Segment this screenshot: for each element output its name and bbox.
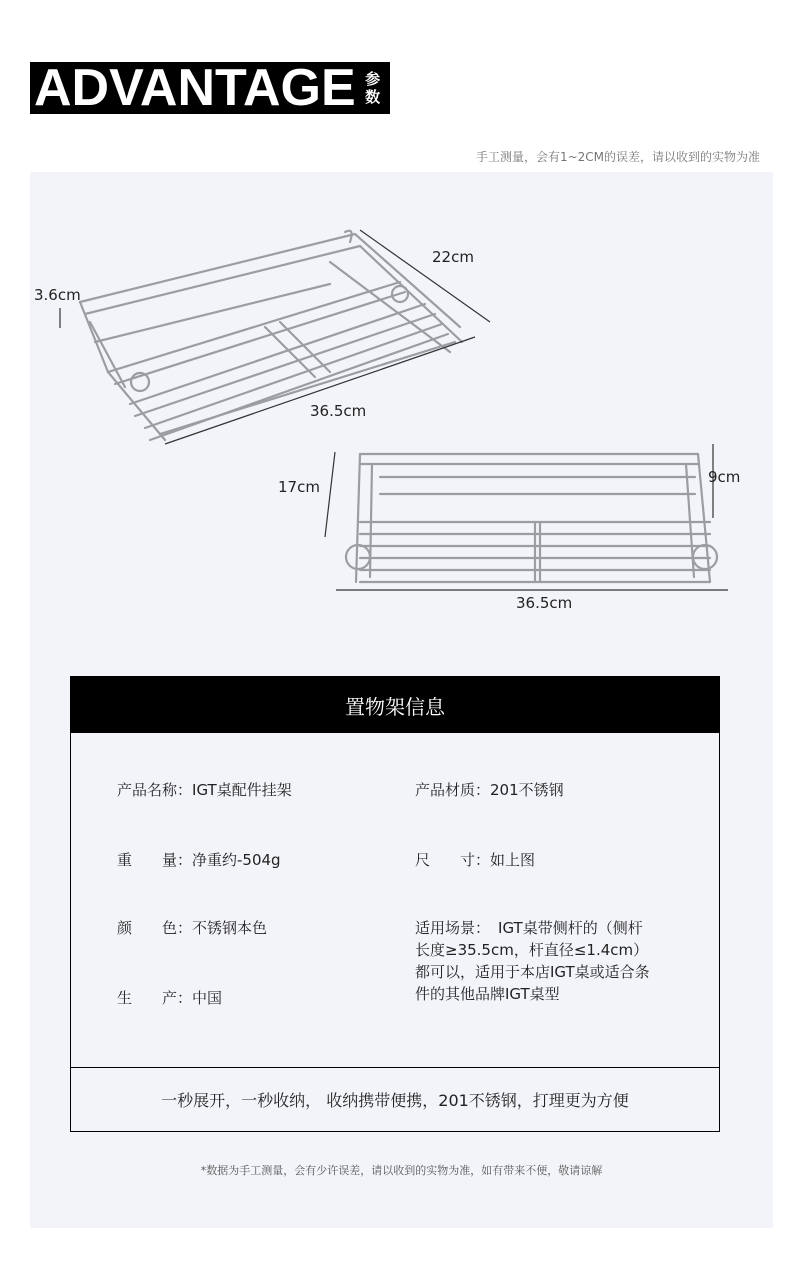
- spec-label: 适用场景：: [415, 919, 491, 937]
- spec-origin: [117, 987, 222, 1009]
- spec-label: 产品材质：: [415, 781, 491, 799]
- dim-label-length: 36.5cm: [310, 402, 367, 420]
- spec-value: IGT桌配件挂架: [192, 781, 292, 799]
- header-subtitle-char: 参: [365, 70, 381, 88]
- spec-scenario-line: IGT桌带侧杆的（侧杆: [498, 919, 643, 937]
- spec-product-name: [117, 779, 292, 801]
- product-photo: [30, 172, 773, 652]
- spec-scenario-line: 件的其他品牌IGT桌型: [415, 985, 560, 1003]
- side-view-dimension-lines: [325, 444, 728, 590]
- dim-label-side-height: 17cm: [278, 478, 320, 496]
- spec-label: 生 产：: [117, 989, 193, 1007]
- dim-label-height: 3.6cm: [34, 286, 81, 304]
- dim-label-rail-height: 9cm: [708, 468, 741, 486]
- spec-value: 净重约-504g: [192, 851, 281, 869]
- spec-material: [415, 779, 564, 801]
- spec-scenario: [415, 917, 705, 1005]
- rack-side-view: [346, 454, 717, 582]
- spec-label: 产品名称：: [117, 781, 193, 799]
- footnote: *数据为手工测量，会有少许误差，请以收到的实物为准，如有带来不便，敬请谅解: [200, 1164, 603, 1177]
- info-box: [70, 676, 720, 1132]
- product-panel: [30, 172, 773, 1228]
- measure-note: 手工测量，会有1~2CM的误差，请以收到的实物为准: [475, 150, 760, 164]
- spec-color: [117, 917, 267, 939]
- info-title: 置物架信息: [71, 677, 719, 733]
- spec-weight: [117, 849, 281, 871]
- info-slogan: 一秒展开，一秒收纳， 收纳携带便携，201不锈钢，打理更为方便: [161, 1091, 629, 1110]
- spec-value: 中国: [192, 989, 223, 1007]
- spec-label: 重 量：: [117, 851, 193, 869]
- header-subtitle-char: 数: [365, 88, 381, 106]
- spec-label: 尺 寸：: [415, 851, 491, 869]
- dim-label-depth: 22cm: [432, 248, 474, 266]
- header-title: ADVANTAGE: [34, 59, 356, 117]
- spec-size: [415, 849, 535, 871]
- spec-value: 201不锈钢: [490, 781, 564, 799]
- header-subtitle: [362, 70, 384, 106]
- header-badge: [30, 59, 390, 117]
- spec-scenario-line: 都可以，适用于本店IGT桌或适合条: [415, 963, 650, 981]
- spec-scenario-line: 长度≥35.5cm，杆直径≤1.4cm）: [415, 941, 649, 959]
- spec-value: 如上图: [490, 851, 536, 869]
- spec-label: 颜 色：: [117, 919, 193, 937]
- dim-label-side-length: 36.5cm: [516, 594, 573, 612]
- spec-value: 不锈钢本色: [192, 919, 268, 937]
